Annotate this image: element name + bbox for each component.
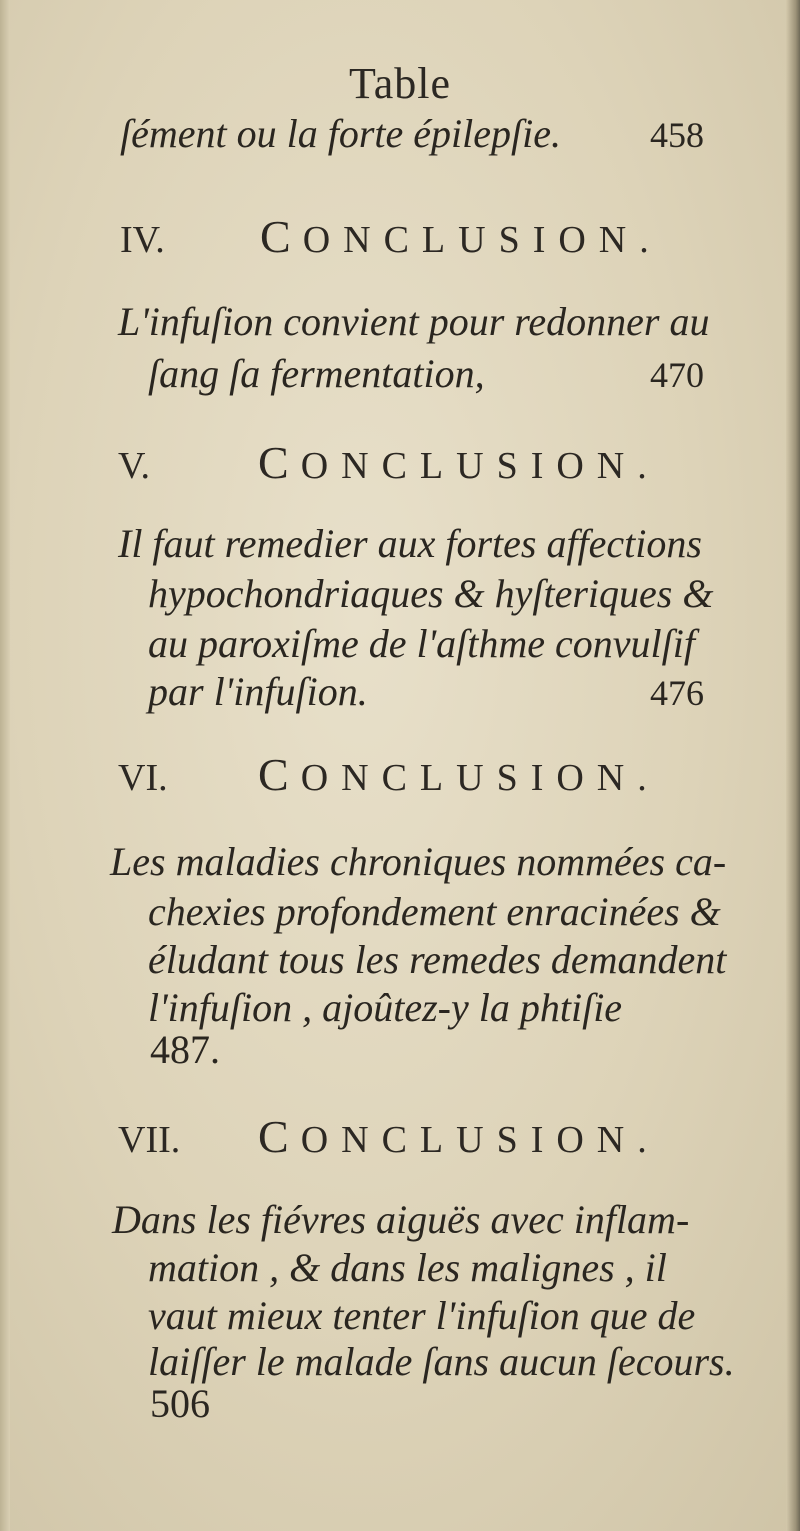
section-heading-v (118, 436, 660, 489)
entry-page-number: 506 (150, 1381, 210, 1426)
section-heading-iv (120, 210, 662, 263)
heading-word: ONCLUSION. (300, 445, 660, 487)
entry-line: ſang ſa fermentation, (148, 351, 485, 396)
entry-page-number: 476 (650, 673, 704, 713)
entry-line: L'infuſion convient pour redonner au (118, 299, 710, 344)
entry-line: Les maladies chroniques nommées ca- (110, 839, 727, 884)
heading-initial: C (258, 1111, 301, 1162)
page-edge-right (786, 0, 800, 1531)
entry-line: mation , & dans les malignes , il (148, 1245, 667, 1290)
page-edge-left (0, 0, 10, 1531)
entry-line: l'infuſion , ajoûtez-y la phtiſie (148, 985, 623, 1030)
entry-line: hypochondriaques & hyſteriques & (148, 571, 714, 616)
section-heading-vi (118, 748, 660, 801)
heading-number: V. (118, 445, 151, 487)
heading-initial: C (260, 211, 303, 262)
heading-number: IV. (120, 219, 165, 261)
fragment-page-number: 458 (650, 115, 704, 155)
entry-page-number: 487. (150, 1027, 220, 1072)
entry-page-number: 470 (650, 355, 704, 395)
entry-line: laiſſer le malade ſans aucun ſecours. (148, 1339, 735, 1384)
entry-line: vaut mieux tenter l'infuſion que de (148, 1293, 696, 1338)
heading-initial: C (258, 749, 301, 800)
fragment-text: ſément ou la forte épilepſie. (120, 111, 561, 156)
entry-line: Dans les fiévres aiguës avec inflam- (112, 1197, 690, 1242)
heading-word: ONCLUSION. (300, 757, 660, 799)
entry-line: Il faut remedier aux fortes affections (118, 521, 702, 566)
heading-number: VI. (118, 757, 168, 799)
entry-line: au paroxiſme de l'aſthme convulſif (148, 621, 695, 666)
heading-initial: C (258, 437, 301, 488)
heading-word: ONCLUSION. (302, 219, 662, 261)
entry-line: chexies profondement enracinées & (148, 889, 721, 934)
heading-word: ONCLUSION. (300, 1119, 660, 1161)
section-heading-vii (118, 1110, 660, 1163)
running-head: Table (348, 59, 452, 108)
entry-line: par l'infuſion. (148, 669, 368, 714)
entry-line: éludant tous les remedes demandent (148, 937, 727, 982)
heading-number: VII. (118, 1119, 181, 1161)
